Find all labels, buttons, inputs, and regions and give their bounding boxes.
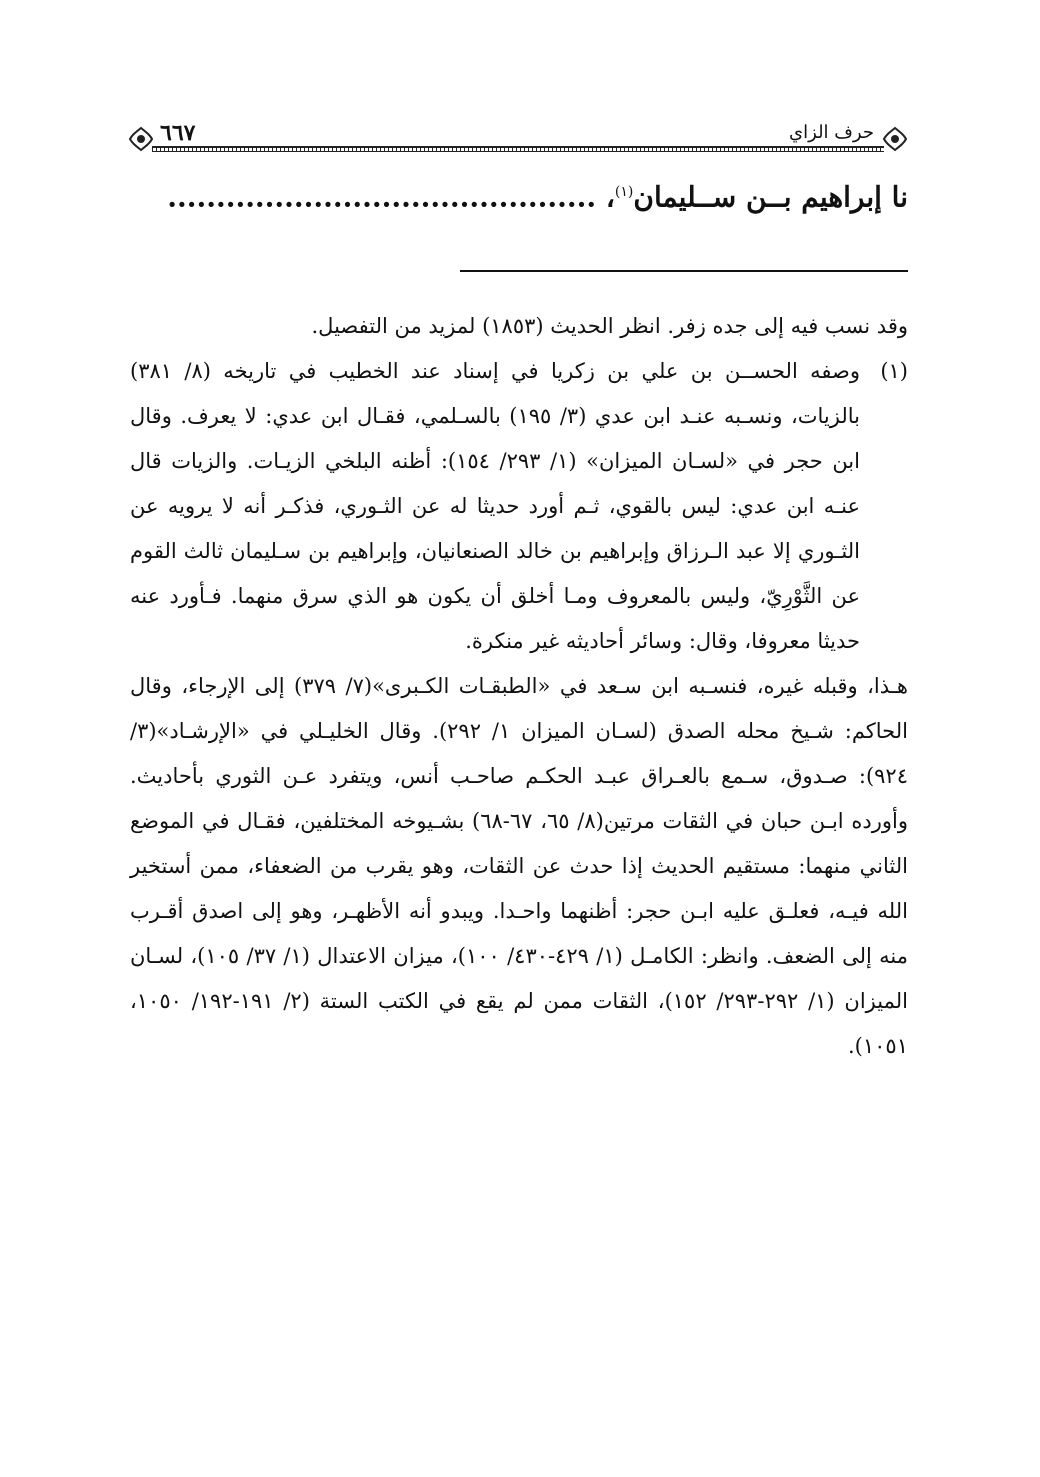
footnote-1-paragraph-2: هـذا، وقبله غيره، فنسـبه ابن سـعد في «الطبقـات الكـبرى»(٧/ ٣٧٩) إلى الإرجاء، وقال الحاكم: شـيخ محله الصدق (لسـان الميزان ١/ ٢٩٢). وقال الخليـلي في «الإرشـاد»(٣/ ٩٢٤): صـدوق، سـمع بالعـراق عبـد الحكـم صاحـب أنس، ويتفرد عـن الثوري بأحاديث. وأورده ابـن حبان في الثقات مرتين(٨/ ٦٥، ٦٧-٦٨) بشـيوخه المختلفين، فقـال في الموضع الثاني منهما: مستقيم الحديث إذا حدث عن الثقات، وهو يقرب من الضعفاء، ممن أستخير الله فيـه، فعلـق عليه ابـن حجر: أظنهما واحـدا. ويبدو أنه الأظهـر، وهو إلى اصدق أقـرب منه إلى الضعف. وانظر: الكامـل (١/ ٤٢٩-٤٣٠/ ١٠٠)، ميزان الاعتدال (١/ ٣٧/ ١٠٥)، لسـان الميزان (١/ ٢٩٢-٢٩٣/ ١٥٢)، الثقات ممن لم يقع في الكتب الستة (٢/ ١٩١-١٩٢/ ١٠٥٠، ١٠٥١). [130, 674, 908, 1058]
page-header [128, 118, 908, 158]
footnote-continuation: وقد نسب فيه إلى جده زفر. انظر الحديث (١٨٥٣) لمزيد من التفصيل. [311, 314, 908, 338]
footnote-1-paragraph-1: وصفه الحســن بن علي بن زكريا في إسناد عند الخطيب في تاريخه (٨/ ٣٨١) بالزيات، ونسـبه عنـد ابن عدي (٣/ ١٩٥) بالسـلمي، فقـال ابن عدي: لا يعرف. وقال ابن حجر في «لسـان الميزان» (١/ ٢٩٣/ ١٥٤): أظنه البلخي الزيـات. والزيات قال عنـه ابن عدي: ليس بالقوي، ثـم أورد حديثا له عن الثـوري، فذكـر أنه لا يرويه عن الثـوري إلا عبد الـرزاق وإبراهيم بن خالد الصنعانيان، وإبراهيم بن سـليمان ثالث القوم عن الثَّوْرِيّ، وليس بالمعروف ومـا أخلق أن يكون هو الذي سرق منهما. فـأورد عنه حديثا معروفا، وقال: وسائر أحاديثه غير منكرة. [130, 359, 860, 653]
main-text-content: نا إبراهيم بــن ســليمان [633, 180, 908, 214]
running-title: حرف الزاي [789, 122, 874, 143]
main-text-comma: ، [596, 180, 615, 214]
footnote-marker: (١) [880, 359, 908, 383]
footnote-reference[interactable]: (١) [614, 184, 634, 200]
ornament-icon [882, 126, 908, 152]
page-number: ٦٦٧ [160, 120, 196, 146]
main-text-dots: ............................................ [167, 180, 597, 214]
footnote-separator [460, 270, 908, 272]
footnote-1 [130, 349, 908, 664]
main-text [128, 172, 908, 217]
header-divider [152, 146, 884, 152]
ornament-icon [128, 126, 154, 152]
footnotes-section [130, 304, 908, 1069]
